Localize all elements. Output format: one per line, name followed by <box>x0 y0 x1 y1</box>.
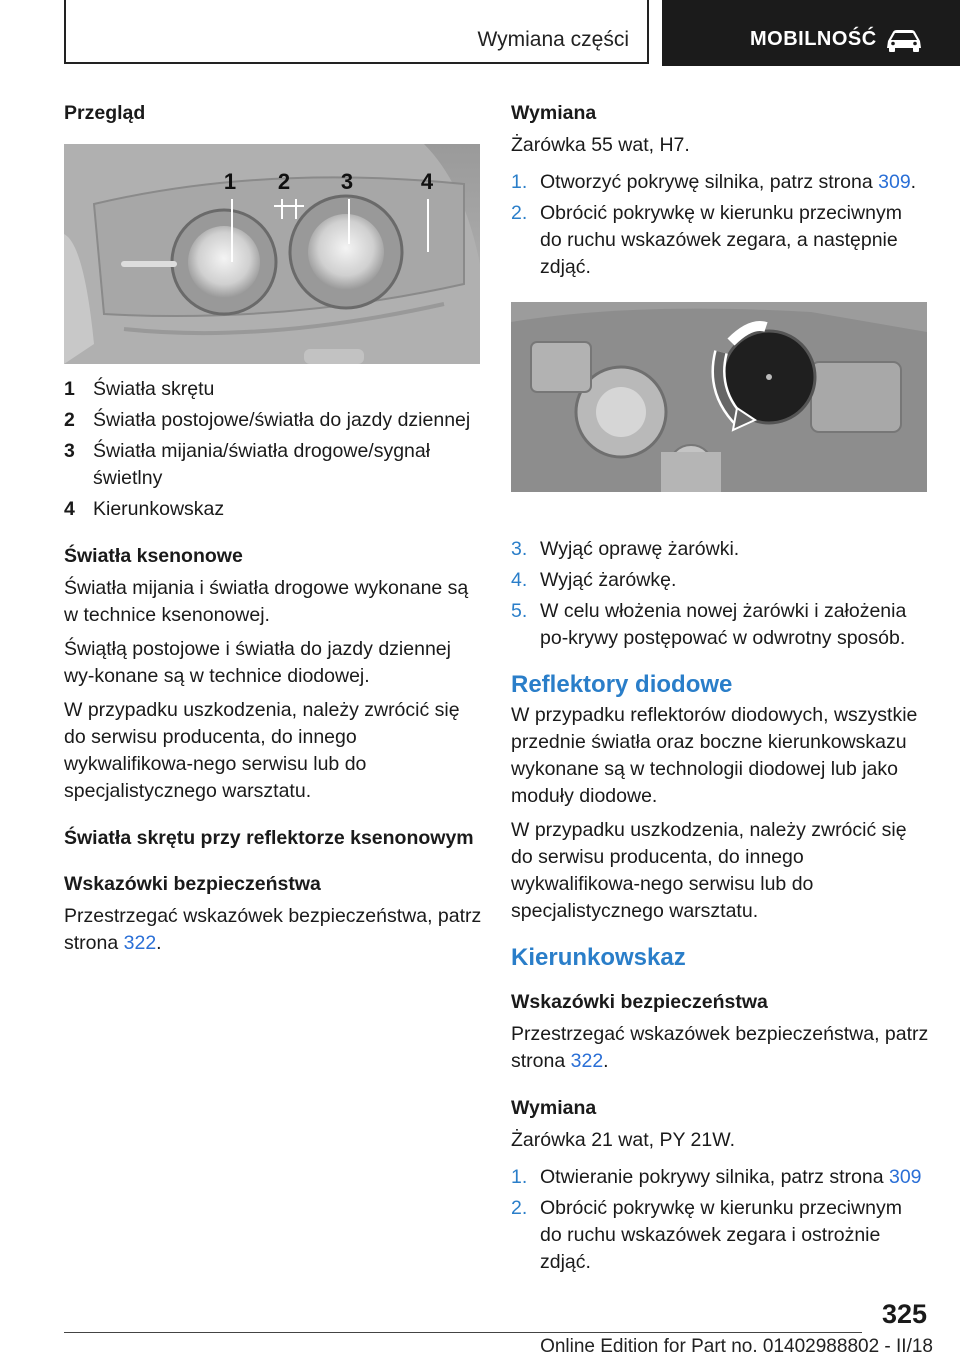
indicator-title: Kierunkowskaz <box>511 944 686 971</box>
legend-item <box>64 407 482 434</box>
cornering-light-title: Światła skrętu przy reflektorze ksenonowym <box>64 827 474 849</box>
step-item <box>511 567 929 594</box>
header-chapter-box <box>662 0 960 66</box>
page-link-322[interactable]: 322 <box>123 932 157 954</box>
steps-list-a <box>511 169 929 281</box>
led-paragraph-1: W przypadku reflektorów diodowych, wszystkie przednie światła oraz boczne kierunkowskazu wykonane są w technologii diodowej lub jako moduły diodowe. <box>511 704 918 807</box>
indicator-safety-paragraph <box>511 1021 929 1075</box>
indicator-safety-title: Wskazówki bezpieczeństwa <box>511 991 768 1013</box>
steps-list-c <box>511 1164 929 1276</box>
step-text-main: Otwieranie pokrywy silnika, patrz strona <box>540 1166 884 1188</box>
legend-text: Światła skrętu <box>93 378 215 400</box>
headlight-figure <box>64 144 480 364</box>
safety-paragraph <box>64 903 482 957</box>
step-text <box>540 1164 929 1191</box>
car-icon <box>884 28 924 52</box>
xenon-paragraph-2: Świątłą postojowe i światła do jazdy dziennej wy‐konane są w technice diodowej. <box>64 638 451 687</box>
led-paragraph-2: W przypadku uszkodzenia, należy zwrócić się do serwisu producenta, do innego wykwalifikowa‐nego serwisu lub do specjalistycznego warsztatu. <box>511 819 907 922</box>
indicator-safety-end: . <box>603 1050 609 1072</box>
step-number: 2. <box>511 1197 528 1219</box>
footer-divider <box>64 1332 862 1333</box>
legend-number: 3 <box>64 440 75 462</box>
right-column <box>511 100 929 1276</box>
safety-title: Wskazówki bezpieczeństwa <box>64 873 321 895</box>
step-number: 4. <box>511 569 528 591</box>
step-item <box>511 200 929 281</box>
header-chapter-title: MOBILNOŚĆ <box>750 28 877 50</box>
headlight-illustration <box>64 144 480 364</box>
callout-2: 2 <box>277 169 291 194</box>
step-number: 5. <box>511 600 528 622</box>
xenon-paragraph-3: W przypadku uszkodzenia, należy zwrócić się do serwisu producenta, do innego wykwalifikowa‐nego serwisu lub do specjalistycznego warsztatu. <box>64 699 460 802</box>
replace-title: Wymiana <box>511 102 597 124</box>
legend-item <box>64 438 482 492</box>
legend-number: 1 <box>64 378 75 400</box>
indicator-bulb-spec: Żarówka 21 wat, PY 21W. <box>511 1129 735 1151</box>
legend-list <box>64 376 482 523</box>
safety-end: . <box>156 932 162 954</box>
legend-item <box>64 376 482 403</box>
page-link-322[interactable]: 322 <box>570 1050 604 1072</box>
step-item <box>511 598 929 652</box>
step-number: 3. <box>511 538 528 560</box>
step-number: 1. <box>511 171 528 193</box>
legend-number: 4 <box>64 498 75 520</box>
indicator-replace-title: Wymiana <box>511 1097 597 1119</box>
step-number: 2. <box>511 202 528 224</box>
legend-item <box>64 496 482 523</box>
engine-bay-illustration <box>511 302 927 492</box>
callout-3: 3 <box>340 169 354 194</box>
legend-text: Światła mijania/światła drogowe/sygnał świetlny <box>93 440 431 489</box>
page-link-309[interactable]: 309 <box>888 1166 922 1188</box>
step-text: Wyjąć żarówkę. <box>540 569 677 591</box>
engine-bay-figure <box>511 302 927 522</box>
callout-4: 4 <box>420 169 434 194</box>
overview-title: Przegląd <box>64 102 146 124</box>
step-end: . <box>910 171 917 193</box>
step-number: 1. <box>511 1166 528 1188</box>
legend-number: 2 <box>64 409 75 431</box>
step-text: Wyjąć oprawę żarówki. <box>540 538 740 560</box>
callout-1: 1 <box>223 169 237 194</box>
left-column <box>64 100 482 957</box>
header-section-box <box>64 0 649 64</box>
step-text: W celu włożenia nowej żarówki i założenia po‐krywy postępować w odwrotny sposób. <box>540 600 907 649</box>
step-text <box>540 169 929 196</box>
step-item <box>511 536 929 563</box>
step-item <box>511 169 929 196</box>
step-text-main: Otworzyć pokrywę silnika, patrz strona <box>540 171 873 193</box>
xenon-paragraph-1: Światła mijania i światła drogowe wykonane są w technice ksenonowej. <box>64 577 469 626</box>
indicator-safety-text: Przestrzegać wskazówek bezpieczeństwa, patrz strona <box>511 1023 929 1072</box>
header-section-title: Wymiana części <box>477 28 629 51</box>
step-item <box>511 1195 929 1276</box>
bulb-spec: Żarówka 55 wat, H7. <box>511 134 690 156</box>
step-text: Obrócić pokrywkę w kierunku przeciwnym do ruchu wskazówek zegara, a następnie zdjąć. <box>540 202 902 278</box>
step-item <box>511 1164 929 1191</box>
led-headlights-title: Reflektory diodowe <box>511 671 733 698</box>
footer-edition: Online Edition for Part no. 01402988802 - II/18 <box>540 1336 933 1357</box>
xenon-title: Światła ksenonowe <box>64 545 243 567</box>
safety-text: Przestrzegać wskazówek bezpieczeństwa, patrz strona <box>64 905 482 954</box>
steps-list-b <box>511 536 929 652</box>
step-text: Obrócić pokrywkę w kierunku przeciwnym do ruchu wskazówek zegara i ostrożnie zdjąć. <box>540 1197 902 1273</box>
page-number: 325 <box>881 1299 927 1329</box>
legend-text: Kierunkowskaz <box>93 498 225 520</box>
page-link-309[interactable]: 309 <box>878 171 911 193</box>
legend-text: Światła postojowe/światła do jazdy dziennej <box>93 409 471 431</box>
